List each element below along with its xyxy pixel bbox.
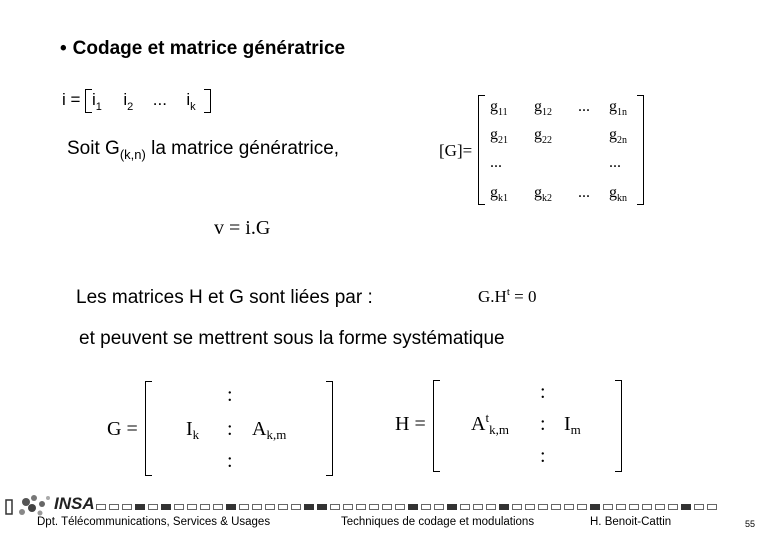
soit-line xyxy=(67,138,339,160)
footer-author: H. Benoit-Cattin xyxy=(590,516,672,528)
i1-sub: 1 xyxy=(95,101,102,113)
g-matrix-cell-base: g xyxy=(534,98,542,115)
footer-dash xyxy=(525,504,535,510)
i-dots: ... xyxy=(152,90,167,109)
footer-dash xyxy=(460,504,470,510)
g-matrix-cell-base: ... xyxy=(609,154,621,171)
footer-dash xyxy=(577,504,587,510)
linked-eq-base: G.H xyxy=(478,287,507,306)
g-sys-A-base: A xyxy=(252,418,267,440)
g-matrix-cell-sub: k1 xyxy=(498,193,508,204)
i2-sub: 2 xyxy=(127,101,134,113)
footer-dash xyxy=(499,504,509,510)
g-matrix-cell xyxy=(578,98,590,116)
soit-text: Soit G xyxy=(67,138,120,159)
footer-dash xyxy=(278,504,288,510)
footer-dash xyxy=(616,504,626,510)
g-matrix-cell-base: ... xyxy=(490,154,502,171)
footer-dash xyxy=(603,504,613,510)
g-sys-bracket-right xyxy=(326,381,333,476)
footer-dash xyxy=(200,504,210,510)
g-sys-I: I xyxy=(186,418,193,440)
soit-sub: (k,n) xyxy=(119,147,146,162)
footer-dash xyxy=(434,504,444,510)
g-matrix-cell-sub: 1n xyxy=(617,107,627,118)
footer-dash xyxy=(330,504,340,510)
footer-dash xyxy=(317,504,327,510)
h-sys-colon-bot: : xyxy=(540,445,546,467)
h-sys-A xyxy=(471,410,509,437)
i-vector xyxy=(62,90,80,110)
footer-dash xyxy=(356,504,366,510)
g-matrix-bracket-right xyxy=(637,95,644,205)
h-sys-identity xyxy=(564,413,581,436)
g-matrix-bracket-left xyxy=(478,95,485,205)
g-sys-I-sub: k xyxy=(192,427,200,442)
g-matrix-cell xyxy=(609,184,627,202)
g-matrix-cell xyxy=(609,98,627,116)
footer-dash xyxy=(291,504,301,510)
footer-dash xyxy=(135,504,145,510)
g-matrix-cell-base: g xyxy=(490,98,498,115)
bullet: • xyxy=(60,38,67,59)
g-matrix-cell xyxy=(490,154,502,172)
footer-dash xyxy=(642,504,652,510)
footer-dash xyxy=(174,504,184,510)
g-matrix-cell xyxy=(578,184,590,202)
g-matrix-cell xyxy=(490,126,508,144)
g-matrix-cell-sub: 21 xyxy=(498,135,508,146)
footer-dash xyxy=(421,504,431,510)
g-sys-lhs: G = xyxy=(107,418,138,440)
g-matrix-cell xyxy=(609,126,627,144)
g-matrix-cell xyxy=(534,98,552,116)
linked-text: Les matrices H et G sont liées par : xyxy=(76,287,373,308)
footer-dash xyxy=(668,504,678,510)
footer-dash xyxy=(395,504,405,510)
g-matrix-cell-base: g xyxy=(490,184,498,201)
footer-dash xyxy=(564,504,574,510)
footer-dash xyxy=(551,504,561,510)
footer-dash xyxy=(369,504,379,510)
g-matrix-cell-base: g xyxy=(609,184,617,201)
g-matrix-cell xyxy=(609,154,621,172)
i2: i xyxy=(123,90,128,109)
footer-dash xyxy=(265,504,275,510)
h-sys-bracket-left xyxy=(433,380,440,472)
g-matrix-cell-base: g xyxy=(534,126,542,143)
ik: i xyxy=(186,90,191,109)
g-matrix-cell-sub: 11 xyxy=(498,107,508,118)
footer-dash xyxy=(96,504,106,510)
footer-dash xyxy=(486,504,496,510)
footer-dash xyxy=(473,504,483,510)
h-sys-A-base: A xyxy=(471,413,486,435)
footer-dash xyxy=(148,504,158,510)
i-vector-bracket-right xyxy=(204,89,211,113)
g-matrix-cell-base: g xyxy=(490,126,498,143)
footer-dash xyxy=(655,504,665,510)
h-sys-colon-mid: : xyxy=(540,413,546,435)
linked-eq-rest: = 0 xyxy=(509,287,537,306)
g-matrix-cell-base: ... xyxy=(578,98,590,115)
title-text: Codage et matrice génératrice xyxy=(72,38,346,59)
g-matrix-cell-sub: 2n xyxy=(617,135,627,146)
g-matrix-cell-base: g xyxy=(534,184,542,201)
g-matrix-cell-sub: 12 xyxy=(542,107,552,118)
footer-dash xyxy=(694,504,704,510)
g-matrix-cell-base: g xyxy=(609,98,617,115)
footer-dash xyxy=(304,504,314,510)
g-matrix-cell-base: g xyxy=(609,126,617,143)
footer-dash xyxy=(187,504,197,510)
g-matrix-cell xyxy=(534,126,552,144)
i1: i xyxy=(92,90,96,109)
g-sys-colon-mid: : xyxy=(227,418,233,440)
footer-dash xyxy=(707,504,717,510)
h-sys-I: I xyxy=(564,413,571,435)
footer-dash xyxy=(109,504,119,510)
h-sys-I-sub: m xyxy=(570,422,581,437)
systematic-text: et peuvent se mettrent sous la forme systématique xyxy=(79,328,505,349)
h-sys-bracket-right xyxy=(615,380,622,472)
ik-sub: k xyxy=(190,101,196,113)
g-matrix-cell-sub: 22 xyxy=(542,135,552,146)
linked-eq-sup: t xyxy=(506,286,510,298)
g-matrix-cell xyxy=(490,184,508,202)
h-sys-colon-top: : xyxy=(540,381,546,403)
footer-dash xyxy=(343,504,353,510)
footer-dash xyxy=(122,504,132,510)
footer-dash xyxy=(213,504,223,510)
g-sys-A-sub: k,m xyxy=(266,427,287,442)
footer-dash xyxy=(408,504,418,510)
g-matrix-cell-sub: kn xyxy=(617,193,627,204)
g-sys-colon-top: : xyxy=(227,384,233,406)
footer-dash xyxy=(447,504,457,510)
footer-dash xyxy=(590,504,600,510)
h-sys-A-sup: t xyxy=(485,410,490,425)
g-matrix-cell-base: ... xyxy=(578,184,590,201)
soit-rest: la matrice génératrice, xyxy=(145,138,340,159)
footer-dash-line xyxy=(96,504,736,514)
footer-dash xyxy=(382,504,392,510)
slide-title xyxy=(60,38,345,60)
footer-dash xyxy=(252,504,262,510)
g-sys-A xyxy=(252,418,286,441)
i-vector-bracket-left xyxy=(85,89,92,113)
v-equation: v = i.G xyxy=(214,217,271,239)
g-matrix-cell xyxy=(534,184,552,202)
footer-dash xyxy=(226,504,236,510)
linked-equation xyxy=(478,287,536,307)
g-sys-colon-bot: : xyxy=(227,450,233,472)
footer-dash xyxy=(538,504,548,510)
footer-dash xyxy=(161,504,171,510)
footer-page: 55 xyxy=(745,519,756,529)
g-sys-identity xyxy=(186,418,199,441)
h-sys-lhs: H = xyxy=(395,413,426,435)
footer-dash xyxy=(681,504,691,510)
i-vector-entries xyxy=(92,90,196,113)
footer-dept: Dpt. Télécommunications, Services & Usages xyxy=(37,516,271,528)
insa-logo-text: INSA xyxy=(54,494,95,513)
i-vector-lhs: i = xyxy=(62,90,81,109)
h-sys-A-sub: k,m xyxy=(489,422,509,437)
footer-course: Techniques de codage et modulations xyxy=(341,516,535,528)
g-matrix-lhs: [G]= xyxy=(439,141,473,160)
footer-dash xyxy=(629,504,639,510)
g-matrix-cell xyxy=(490,98,508,116)
g-sys-bracket-left xyxy=(145,381,152,476)
g-matrix-cell-sub: k2 xyxy=(542,193,552,204)
footer-dash xyxy=(512,504,522,510)
footer-dash xyxy=(239,504,249,510)
